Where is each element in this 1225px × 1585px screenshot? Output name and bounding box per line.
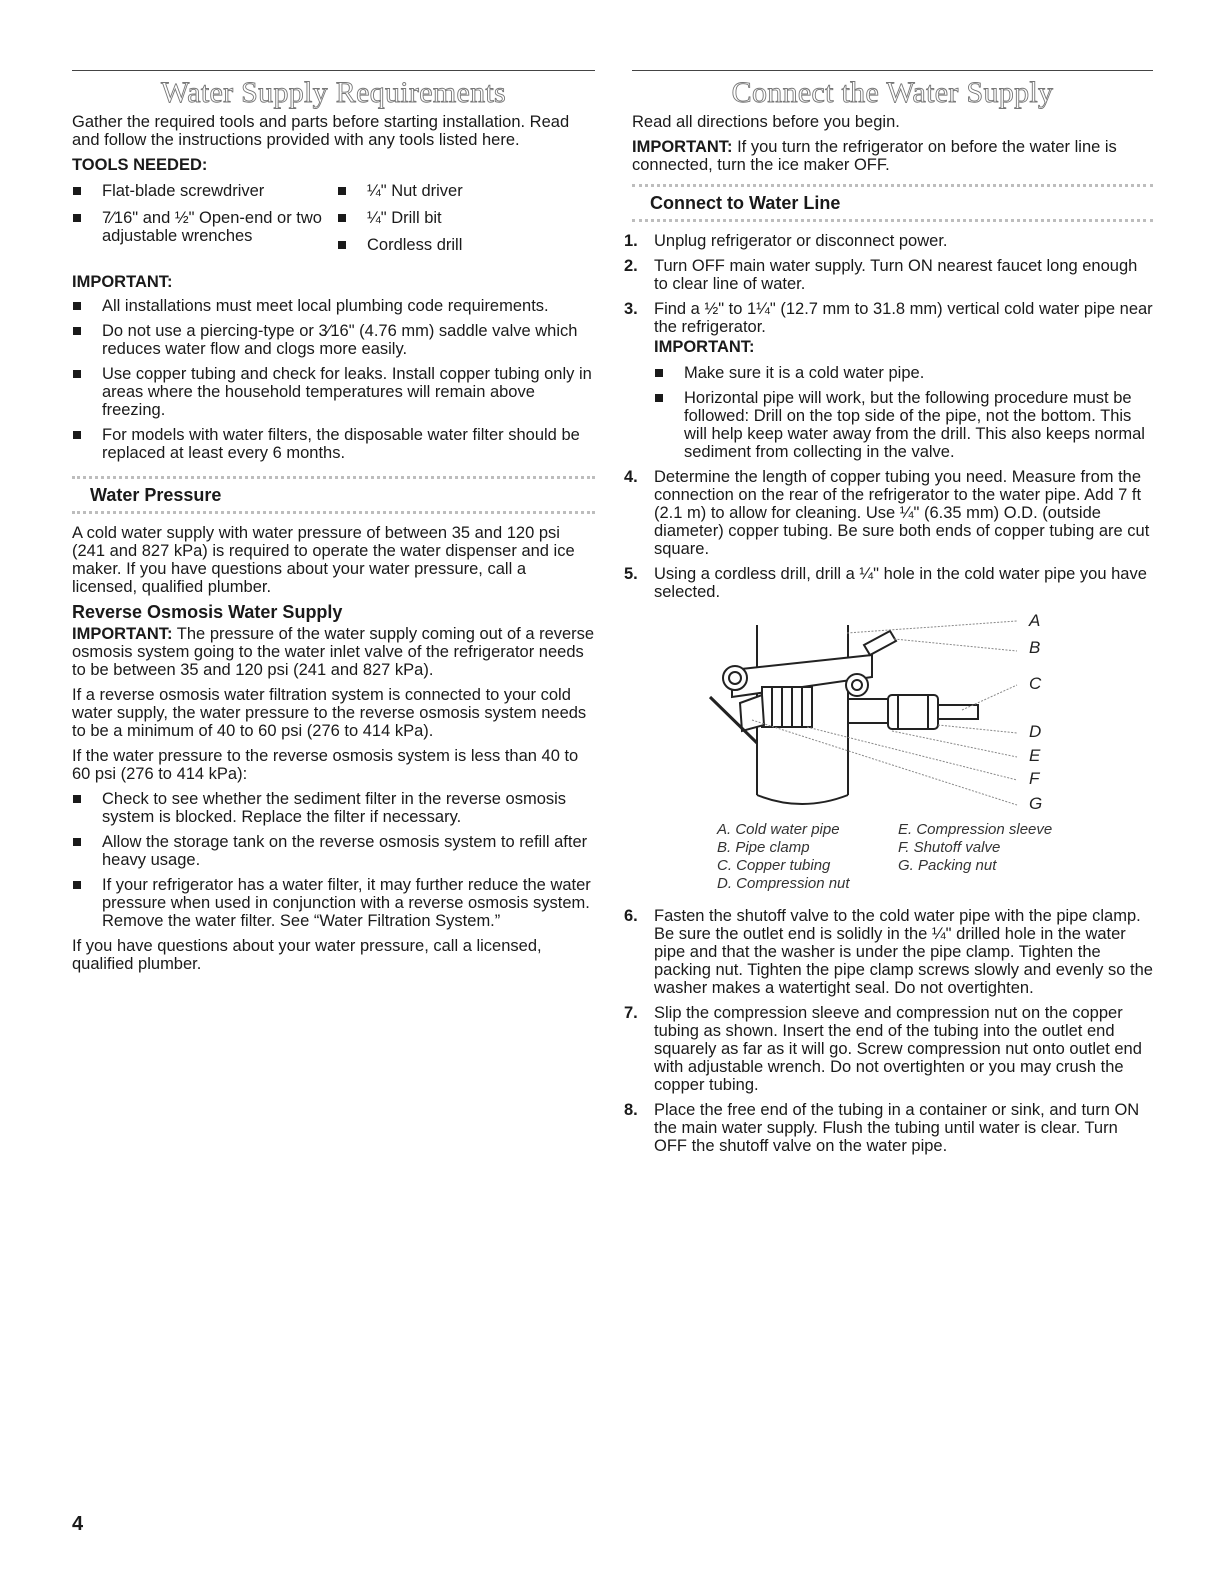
figure-label-e: E xyxy=(1029,746,1041,765)
important-list xyxy=(72,297,595,462)
section-rule xyxy=(72,70,595,71)
step-item xyxy=(624,300,1153,461)
step3-list xyxy=(654,364,1153,461)
valve-illustration xyxy=(632,615,1153,815)
right-important-label: IMPORTANT: xyxy=(632,138,733,156)
step-text: Determine the length of copper tubing you need. Measure from the connection on the rear of the refrigerator to the water pipe. Add 7 ft (2.1 m) to allow for cleaning. Use ¼" (6.35 mm) O.D. (outside diameter) copper tubing. Be sure both ends of copper tubing are cut square. xyxy=(654,468,1150,558)
compression-nut xyxy=(888,695,938,729)
step-number: 6. xyxy=(624,907,638,925)
step-text: Turn OFF main water supply. Turn ON nearest faucet long enough to clear line of water. xyxy=(654,257,1138,293)
section-title-connect: Connect the Water Supply xyxy=(731,76,1054,109)
step-item xyxy=(624,232,1153,250)
step3-item: Horizontal pipe will work, but the following procedure must be followed: Drill on the top side of the pipe, not the bottom. This will help keep water away from the drill. This also keeps normal sediment from collecting in the valve. xyxy=(654,389,1153,461)
step-number: 8. xyxy=(624,1101,638,1119)
step-text: Unplug refrigerator or disconnect power. xyxy=(654,232,948,250)
step3-important: IMPORTANT: xyxy=(654,338,755,356)
ro-paragraph-2: If a reverse osmosis water filtration system is connected to your cold water supply, the water pressure to the reverse osmosis system needs to be a minimum of 40 to 60 psi (276 to 414 kPa). xyxy=(72,686,587,740)
steps-list xyxy=(624,232,1153,601)
figure-label-c: C xyxy=(1029,674,1042,693)
ro-important-text: The pressure of the water supply coming out of a reverse osmosis system going to the water inlet valve of the refrigerator needs to be between 35 and 120 psi (241 and 827 kPa). xyxy=(72,625,595,679)
section-rule xyxy=(632,70,1153,71)
water-pressure-heading: Water Pressure xyxy=(72,476,595,514)
figure-label-f: F xyxy=(1029,769,1040,788)
caption-item: C. Copper tubing xyxy=(717,857,831,874)
left-column xyxy=(72,70,595,980)
tools-list xyxy=(72,182,595,269)
important-item: Do not use a piercing-type or 3⁄16" (4.76 mm) saddle valve which reduces water flow and clogs more easily. xyxy=(72,322,595,358)
step-item xyxy=(624,1004,1153,1094)
step-number: 5. xyxy=(624,565,638,583)
ro-item: If your refrigerator has a water filter, it may further reduce the water pressure when used in conjunction with a reverse osmosis system. Remove the water filter. See “Water Filtration System.” xyxy=(72,876,595,930)
step-item xyxy=(624,257,1153,293)
step-number: 2. xyxy=(624,257,638,275)
important-item: Use copper tubing and check for leaks. Install copper tubing only in areas where the household temperatures will remain above freezing. xyxy=(72,365,595,419)
page-number: 4 xyxy=(72,1513,84,1535)
right-important-paragraph xyxy=(632,138,1153,174)
connect-water-line-heading: Connect to Water Line xyxy=(632,184,1153,222)
step-item xyxy=(624,565,1153,601)
ro-closing: If you have questions about your water pressure, call a licensed, qualified plumber. xyxy=(72,937,542,973)
step-number: 3. xyxy=(624,300,638,318)
ro-item: Allow the storage tank on the reverse osmosis system to refill after heavy usage. xyxy=(72,833,595,869)
caption-item: A. Cold water pipe xyxy=(717,821,840,838)
step-item xyxy=(624,907,1153,997)
tool-item: Cordless drill xyxy=(337,236,577,254)
caption-item: F. Shutoff valve xyxy=(898,839,1001,856)
packing-nut xyxy=(740,695,764,731)
section-title-water-supply: Water Supply Requirements xyxy=(160,76,506,109)
ro-important-label: IMPORTANT: xyxy=(72,625,173,643)
tools-col-1 xyxy=(72,182,337,263)
right-important-text: If you turn the refrigerator on before the water line is connected, turn the ice maker OFF. xyxy=(632,138,1117,174)
ro-paragraph-3: If the water pressure to the reverse osmosis system is less than 40 to 60 psi (276 to 414 kPa): xyxy=(72,747,579,783)
intro-text: Gather the required tools and parts before starting installation. Read and follow the instructions provided with any tools listed here. xyxy=(72,113,570,149)
figure-label-d: D xyxy=(1029,722,1042,741)
steps-list-continued xyxy=(624,907,1153,1155)
step-number: 1. xyxy=(624,232,638,250)
figure-label-a: A xyxy=(1029,611,1041,630)
caption-item: E. Compression sleeve xyxy=(898,821,1053,838)
tool-item: ¼" Nut driver xyxy=(337,182,577,200)
step-number: 7. xyxy=(624,1004,638,1022)
tool-item: ¼" Drill bit xyxy=(337,209,577,227)
important-item: For models with water filters, the disposable water filter should be replaced at least every 6 months. xyxy=(72,426,595,462)
caption-col-2 xyxy=(898,821,1078,893)
right-column xyxy=(624,70,1153,1162)
valve-diagram xyxy=(632,611,1153,815)
tools-heading: TOOLS NEEDED: xyxy=(72,156,208,174)
important-item: All installations must meet local plumbing code requirements. xyxy=(72,297,595,315)
ro-important-paragraph xyxy=(72,625,595,679)
step-item xyxy=(624,1101,1153,1155)
tool-item: Flat-blade screwdriver xyxy=(72,182,337,200)
figure-label-g: G xyxy=(1029,794,1043,813)
caption-item: B. Pipe clamp xyxy=(717,839,810,856)
step-text: Find a ½" to 1¼" (12.7 mm to 31.8 mm) vertical cold water pipe near the refrigerator. xyxy=(654,300,1153,336)
copper-tubing xyxy=(938,705,978,719)
caption-item: G. Packing nut xyxy=(898,857,997,874)
right-intro: Read all directions before you begin. xyxy=(632,113,900,131)
caption-col-1 xyxy=(717,821,898,893)
step-text: Using a cordless drill, drill a ¼" hole in the cold water pipe you have selected. xyxy=(654,565,1147,601)
caption-item: D. Compression nut xyxy=(717,875,850,892)
step-item xyxy=(624,468,1153,558)
figure-label-b: B xyxy=(1029,638,1041,657)
pressure-text: A cold water supply with water pressure of between 35 and 120 psi (241 and 827 kPa) is required to operate the water dispenser and ice maker. If you have questions about your water pressure, call a licensed, qualified plumber. xyxy=(72,524,575,596)
step3-item: Make sure it is a cold water pipe. xyxy=(654,364,1153,382)
figure-caption xyxy=(717,821,1153,893)
step-number: 4. xyxy=(624,468,638,486)
step-text: Slip the compression sleeve and compression nut on the copper tubing as shown. Insert the end of the tubing into the outlet end squarely as far as it will go. Screw compression nut onto outlet end with adjustable wrench. Do not overtighten or you may crush the copper tubing. xyxy=(654,1004,1142,1094)
reverse-osmosis-heading: Reverse Osmosis Water Supply xyxy=(72,602,343,622)
shutoff-valve xyxy=(762,687,812,727)
important-heading: IMPORTANT: xyxy=(72,273,173,291)
step-text: Fasten the shutoff valve to the cold water pipe with the pipe clamp. Be sure the outlet end is solidly in the ¼" drilled hole in the water pipe and that the washer is under the pipe clamp. Tighten the packing nut. Tighten the pipe clamp screws slowly and evenly so the washer makes a watertight seal. Do not overtighten. xyxy=(654,907,1153,997)
ro-list xyxy=(72,790,595,930)
tool-item: 7⁄16" and ½" Open-end or two adjustable wrenches xyxy=(72,209,337,245)
ro-item: Check to see whether the sediment filter in the reverse osmosis system is blocked. Replace the filter if necessary. xyxy=(72,790,595,826)
step-text: Place the free end of the tubing in a container or sink, and turn ON the main water supply. Flush the tubing until water is clear. Turn OFF the shutoff valve on the water pipe. xyxy=(654,1101,1140,1155)
tools-col-2 xyxy=(337,182,577,263)
